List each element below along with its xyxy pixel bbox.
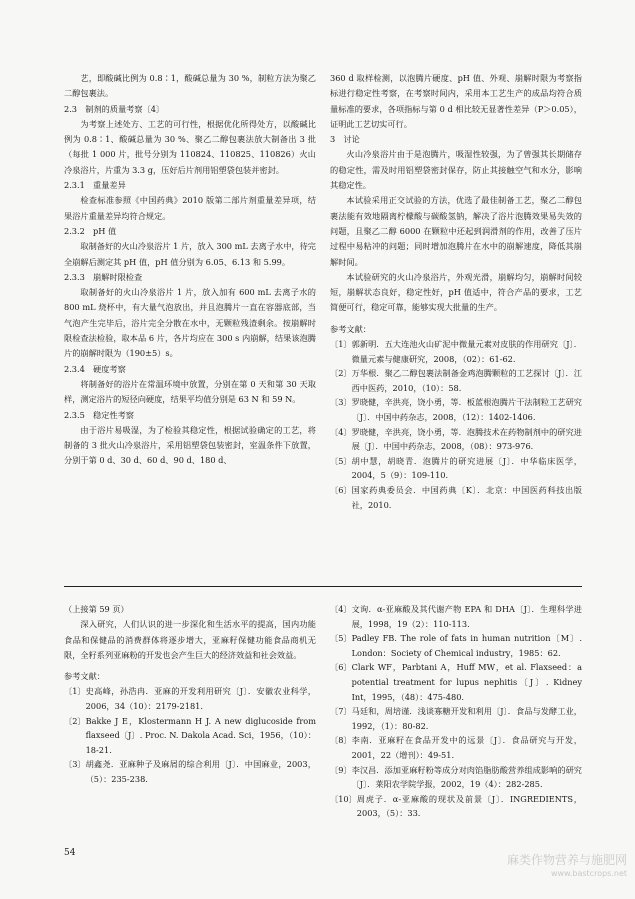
reference-number: 〔4〕: [330, 604, 352, 614]
reference-item: [330, 602, 582, 631]
reference-item: [64, 714, 316, 758]
reference-text: 国家药典委员会．中国药典〔K〕．北京：中国医药科技出版社，2010.: [351, 484, 582, 510]
watermark-cn: 麻类作物营养与施肥网: [506, 853, 627, 867]
continued-article-column-left: [64, 602, 316, 787]
reference-item: [330, 483, 582, 512]
reference-item: [330, 337, 582, 366]
paragraph-continued: （上接第 59 页）: [64, 604, 129, 614]
watermark: [507, 853, 627, 881]
reference-text: Clark WF，Parbtani A，Huff MW，et al. Flaxseed：a potential treatment for lupus nephitis〔J〕. Kidney Int，1995，（48）：475-480.: [351, 662, 582, 702]
paragraph: 火山冷泉浴片由于是泡腾片，吸湿性较强，为了曾强其长期储存的稳定性，需及时用铝塑袋密封保存，防止其接触空气和水分，影响其稳定性。: [330, 149, 582, 191]
section-heading: 2.3.4 硬度考察: [64, 363, 126, 374]
section-divider: [64, 586, 582, 587]
reference-text: 史高峰，孙浩冉．亚麻的开发利用研究〔J〕．安徽农业科学，2006，34（10）：2179-2181.: [85, 686, 316, 712]
reference-text: 胡鑫尧．亚麻种子及麻屑的综合利用〔J〕．中国麻业，2003，（5）：235-238.: [85, 759, 316, 785]
section-heading: 2.3.5 稳定性考察: [64, 409, 134, 420]
reference-item: [330, 631, 582, 660]
reference-text: Padley FB. The role of fats in human nutrition〔M〕. London：Society of Chemical industry，1985：62.: [351, 633, 582, 658]
reference-number: 〔6〕: [330, 662, 352, 673]
paragraph: 艺，即酸碱比例为 0.8∶1，酸碱总量为 30 %，制粒方法为聚乙二醇包裹法。: [64, 73, 316, 99]
paragraph: 本试验研究的火山冷泉浴片，外观光滑，崩解均匀，崩解时间较短，崩解状态良好，稳定性好，pH 值适中，符合产品的要求，工艺简便可行，稳定可靠，能够实现大批量的生产。: [330, 271, 582, 313]
reference-number: 〔9〕: [330, 764, 352, 775]
reference-number: 〔5〕: [330, 455, 352, 466]
paragraph: 将制备好的浴片在常温环境中放置，分别在第 0 天和第 30 天取样，测定浴片的短径向硬度，结果平均值分别是 63 N 和 59 N。: [64, 378, 316, 405]
reference-item: [330, 660, 582, 704]
section-heading: 2.3.1 重量差异: [64, 180, 126, 191]
section-heading: 2.3 制剂的质量考察〔4〕: [64, 103, 165, 114]
section-heading: 3 讨论: [330, 134, 360, 145]
reference-item: [330, 395, 582, 424]
reference-number: 〔2〕: [330, 368, 352, 379]
reference-text: Bakke J E，Klostermann H J. A new diglucoside from flaxseed〔J〕. Proc. N. Dakola Acad. Sci，1956，（10）：18-21.: [85, 715, 316, 755]
watermark-url: www.bastcrops.net: [550, 869, 627, 878]
reference-number: 〔3〕: [330, 397, 352, 408]
paragraph: 取制备好的火山冷泉浴片 1 片，放入 300 mL 去离子水中，待完全崩解后测定其 pH 值，pH 值分别为 6.05、6.13 和 5.99。: [64, 241, 316, 267]
paragraph-continued: 360 d 取样检测，以泡腾片硬度、pH 值、外观、崩解时限为考察指标进行稳定性考察，在考察时间内，采用本工艺生产的成品均符合质量标准的要求，各项指标与第 0 d 相比较无显著性差异（P＞0.05），证明此工艺切实可行。: [330, 73, 582, 129]
reference-text: 李南．亚麻籽在食品开发中的远景〔J〕．食品研究与开发，2001，22（增刊）：49-51.: [351, 735, 582, 760]
reference-text: 李汉昌．添加亚麻籽粉等成分对肉馅脂肪酸营养组成影响的研究〔J〕．莱阳农学院学报，2002，19（4）：282-285.: [351, 764, 582, 790]
reference-text: 文询．α-亚麻酸及其代谢产物 EPA 和 DHA〔J〕．生理科学进展，1998，19（2）：110-113.: [351, 604, 582, 629]
reference-item: [330, 763, 582, 792]
reference-item: [330, 792, 582, 821]
reference-text: 马廷和，周培谨．浅谈寡糖开发和利用〔J〕．食品与发酵工业，1992，（1）：80-82.: [351, 706, 582, 731]
reference-item: [64, 684, 316, 713]
paragraph: 检查标准参照《中国药典》2010 版第二部片剂重量差异项，结果浴片重量差异均符合规定。: [64, 195, 316, 221]
article-column-right: [330, 71, 582, 512]
reference-item: [330, 454, 582, 483]
paragraph: 取制备好的火山冷泉浴片 1 片，放入加有 600 mL 去离子水的 800 mL 烧杯中，有大量气泡放出，并且泡腾片一直在容器底部，当气泡产生完毕后，浴片完全分散在水中，无颗粒残渣剩余。按崩解时限检查法检验，取本品 6 片，各片均应在 300 s 内崩解，结果该泡腾片的崩解时限为（190±5）s。: [64, 287, 316, 359]
section-heading: 2.3.2 pH 值: [64, 225, 117, 236]
reference-item: [64, 757, 316, 786]
paragraph: 深入研究，人们认识的进一步深化和生活水平的提高，国内功能食品和保健品的消费群体将逐步增大，亚麻籽保健功能食品商机无限，全籽系列亚麻粉的开发也会产生巨大的经济效益和社会效益。: [64, 619, 316, 660]
reference-number: 〔7〕: [330, 706, 352, 717]
reference-number: 〔6〕: [330, 484, 352, 495]
reference-text: 罗晓健，辛洪亮，饶小勇，等．板蓝根泡腾片干法制粒工艺研究〔J〕．中国中药杂志，2008，（12）：1402-1406.: [351, 397, 582, 423]
reference-text: 郭新明．五大连池火山矿泥中微量元素对皮肤的作用研究〔J〕．微量元素与健康研究，2008，（02）：61-62.: [351, 339, 582, 364]
reference-item: [330, 704, 582, 733]
reference-item: [330, 366, 582, 395]
page-number: 54: [64, 848, 76, 858]
paragraph: 由于浴片易吸湿，为了检验其稳定性，根据试验确定的工艺，将制备的 3 批火山冷泉浴片，采用铝塑袋包装密封，室温条件下放置，分别于第 0 d、30 d、60 d、90 d、180 d、: [64, 424, 316, 466]
reference-item: [330, 733, 582, 762]
reference-number: 〔4〕: [330, 426, 352, 437]
paragraph: 为考察上述处方、工艺的可行性，根据优化所得处方，以酸碱比例为 0.8∶1、酸碱总量为 30 %、聚乙二醇包裹法放大制备出 3 批（每批 1 000 片，批号分别为 110824、110825、110826）火山冷泉浴片，片重为 3.3 g，压好后片剂用铝塑袋包装并密封。: [64, 118, 316, 175]
section-heading: 2.3.3 崩解时限检查: [64, 271, 143, 282]
reference-number: 〔1〕: [330, 339, 352, 350]
reference-text: 周虎子．α-亚麻酸的现状及前景〔J〕．INGREDIENTS，2003，（5）：33.: [356, 793, 582, 819]
section-heading: 参考文献：: [64, 671, 105, 682]
continued-article-column-right: [330, 602, 582, 821]
reference-text: 胡中慧，胡晓青．泡腾片的研究进展〔J〕．中华临床医学，2004，5（9）：109-110.: [351, 455, 582, 481]
reference-text: 罗晓健，辛洪亮，饶小勇，等．泡腾技术在药物制剂中的研究进展〔J〕．中国中药杂志，2008，（08）：973-976.: [351, 426, 582, 452]
reference-number: 〔2〕: [64, 715, 86, 726]
reference-text: 万华根．聚乙二醇包裹法制备金鸡泡腾颗粒的工艺探讨〔J〕．江西中医药，2010，（10）：58.: [351, 368, 582, 393]
reference-number: 〔5〕: [330, 633, 352, 644]
reference-number: 〔10〕: [330, 793, 357, 804]
section-heading: 参考文献：: [330, 323, 371, 334]
reference-number: 〔8〕: [330, 735, 352, 746]
paragraph: 本试验采用正交试验的方法，优选了最佳制备工艺，聚乙二醇包裹法能有效地隔离柠檬酸与碳酸氢钠，解决了浴片泡腾效果易失效的问题，且聚乙二醇 6000 在颗粒中还起到润滑剂的作用，改善了压片过程中易粘冲的问题；同时增加泡腾片在水中的崩解速度，降低其崩解时间。: [330, 195, 582, 267]
reference-number: 〔3〕: [64, 759, 86, 770]
reference-item: [330, 425, 582, 454]
reference-number: 〔1〕: [64, 686, 86, 697]
article-column-left: [64, 71, 316, 469]
